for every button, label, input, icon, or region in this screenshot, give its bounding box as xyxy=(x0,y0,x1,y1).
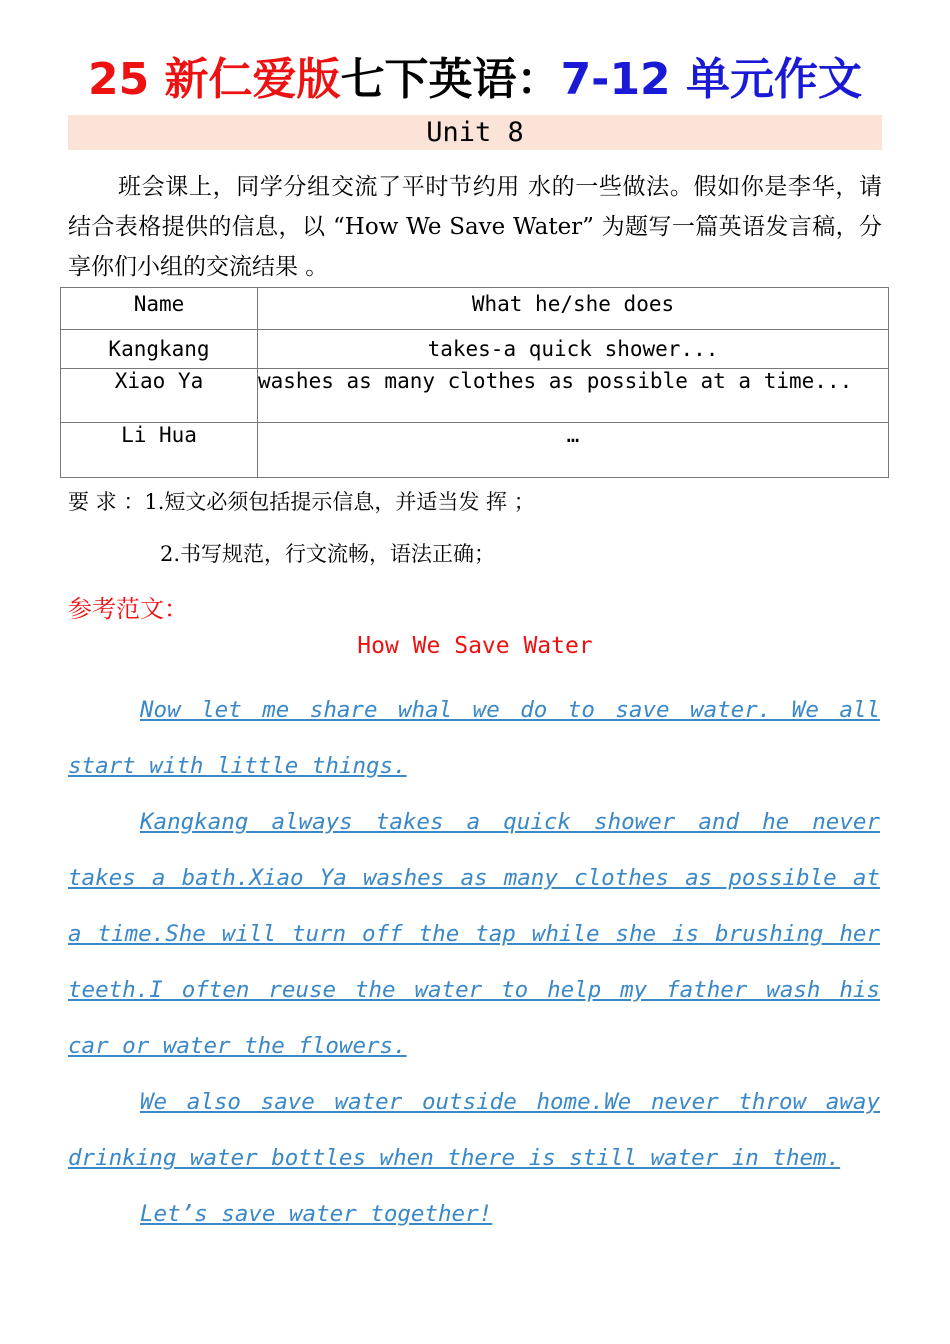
essay-paragraph-text: We also save water outside home.We never throw away drinking water bottles when there is still water in them. xyxy=(68,1089,880,1171)
essay-paragraph-text: Let’s save water together! xyxy=(140,1201,493,1227)
requirement-line-2: 2.书写规范，行文流畅，语法正确； xyxy=(160,542,496,566)
cell-name: Xiao Ya xyxy=(61,369,258,422)
unit-heading-bar xyxy=(68,115,882,150)
essay-title: How We Save Water xyxy=(357,633,593,659)
essay-body xyxy=(68,682,880,1242)
essay-paragraph xyxy=(68,682,880,794)
essay-paragraph-text: Kangkang always takes a quick shower and he never takes a bath.Xiao Ya washes as many clothes as possible at a time.She will turn off the tap while she is brushing her teeth.I often reuse the water to help my father wash his car or water the flowers. xyxy=(68,809,880,1059)
table-row xyxy=(61,369,889,422)
title-red-part: 25 新仁爱版 xyxy=(88,54,341,105)
cell-name: Kangkang xyxy=(61,330,258,369)
title-blue-part: 7-12 单元作文 xyxy=(560,54,862,105)
unit-label: Unit 8 xyxy=(426,117,524,148)
header-does: What he/she does xyxy=(258,288,889,330)
essay-paragraph xyxy=(68,1074,880,1186)
cell-does: takes-a quick shower... xyxy=(258,330,889,369)
prompt-text: 班会课上，同学分组交流了平时节约用 水的一些做法。假如你是李华，请结合表格提供的信息，以 “How We Save Water” 为题写一篇英语发言稿，分享你们小组的交流结果 。 xyxy=(68,174,882,280)
info-table xyxy=(60,287,889,478)
cell-does: washes as many clothes as possible at a time... xyxy=(258,369,889,422)
writing-prompt xyxy=(68,167,882,287)
essay-paragraph-text: Now let me share whal we do to save water. We all start with little things. xyxy=(68,697,880,779)
cell-name: Li Hua xyxy=(61,422,258,477)
essay-paragraph xyxy=(68,1186,880,1242)
header-name: Name xyxy=(61,288,258,330)
title-black-part: 七下英语： xyxy=(340,54,561,105)
table-header-row xyxy=(61,288,889,330)
essay-paragraph xyxy=(68,794,880,1074)
document-title xyxy=(0,52,950,108)
table-row xyxy=(61,330,889,369)
requirement-line-1: 要 求 ：1.短文必须包括提示信息，并适当发 挥 ； xyxy=(68,490,535,514)
cell-does: … xyxy=(258,422,889,477)
table-row xyxy=(61,422,889,477)
reference-label: 参考范文： xyxy=(68,595,188,623)
